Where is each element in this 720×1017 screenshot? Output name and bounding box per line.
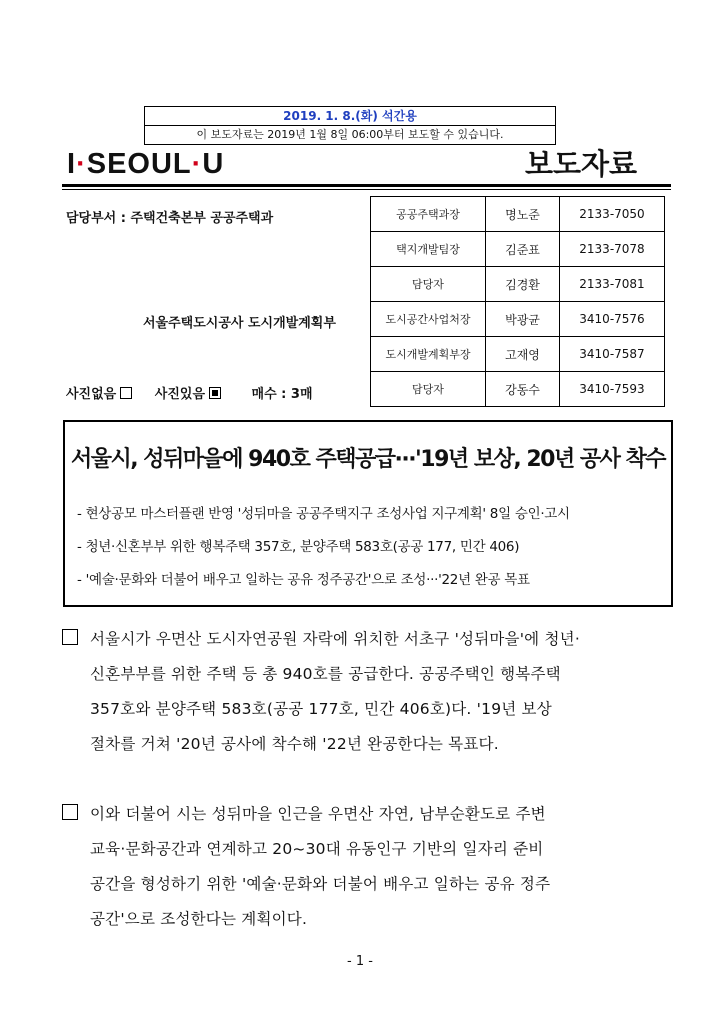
doc-type-title: 보도자료 xyxy=(525,147,638,181)
page-number: - 1 - xyxy=(347,954,373,969)
headline-box xyxy=(63,420,673,607)
department-label: 담당부서 : 주택건축본부 공공주택과 xyxy=(66,211,274,226)
seoul-logo: I·SEOUL·U xyxy=(67,148,225,180)
checkbox-bullet-icon xyxy=(62,804,78,820)
photo-none-checkbox xyxy=(120,387,132,399)
body-paragraph-1: 서울시가 우면산 도시자연공원 자락에 위치한 서초구 '성뒤마을'에 청년· 신혼부부를 위한 주택 등 총 940호를 공급한다. 공공주택인 행복주택 357호와 분양주택 583호(공공 177호, 민간 406호)다. '19년 보상 절차를 거쳐 '20년 공사에 착수해 '22년 완공한다는 목표다. xyxy=(62,627,662,757)
table-row: 택지개발팀장 김준표 2133-7078 xyxy=(371,232,665,267)
checkbox-bullet-icon xyxy=(62,629,78,645)
partner-department: 서울주택도시공사 도시개발계획부 xyxy=(143,316,336,331)
headline-title: 서울시, 성뒤마을에 940호 주택공급···'19년 보상, 20년 공사 착수 xyxy=(70,447,666,472)
headline-bullet: - '예술·문화와 더불어 배우고 일하는 공유 정주공간'으로 조성···'22년 완공 목표 xyxy=(77,572,530,588)
table-row: 담당자 김경환 2133-7081 xyxy=(371,267,665,302)
contacts-table xyxy=(370,196,665,407)
body-paragraph-2: 이와 더불어 시는 성뒤마을 인근을 우면산 자연, 남부순환도로 주변 교육·문화공간과 연계하고 20~30대 유동인구 기반의 일자리 준비 공간을 형성하기 위한 '예술·문화와 더불어 배우고 일하는 공유 정주 공간'으로 조성한다는 계획이다. xyxy=(62,802,662,932)
header-rule-thin xyxy=(62,189,671,190)
page-count: 매수 : 3매 xyxy=(251,387,313,402)
photo-yes-checkbox xyxy=(209,387,221,399)
photo-info: 사진없음 사진있음 매수 : 3매 xyxy=(66,387,313,402)
table-row: 담당자 강동수 3410-7593 xyxy=(371,372,665,407)
release-date: 2019. 1. 8.(화) 석간용 xyxy=(145,107,555,126)
headline-bullet: - 청년·신혼부부 위한 행복주택 357호, 분양주택 583호(공공 177, 민간 406) xyxy=(77,539,520,555)
embargo-box xyxy=(144,106,556,145)
table-row: 도시개발계획부장 고재영 3410-7587 xyxy=(371,337,665,372)
table-row: 공공주택과장 명노준 2133-7050 xyxy=(371,197,665,232)
header-rule-thick xyxy=(62,184,671,187)
table-row: 도시공간사업처장 박광균 3410-7576 xyxy=(371,302,665,337)
embargo-notice: 이 보도자료는 2019년 1월 8일 06:00부터 보도할 수 있습니다. xyxy=(196,128,504,141)
headline-bullet: - 현상공모 마스터플랜 반영 '성뒤마을 공공주택지구 조성사업 지구계획' 8일 승인·고시 xyxy=(77,506,570,522)
